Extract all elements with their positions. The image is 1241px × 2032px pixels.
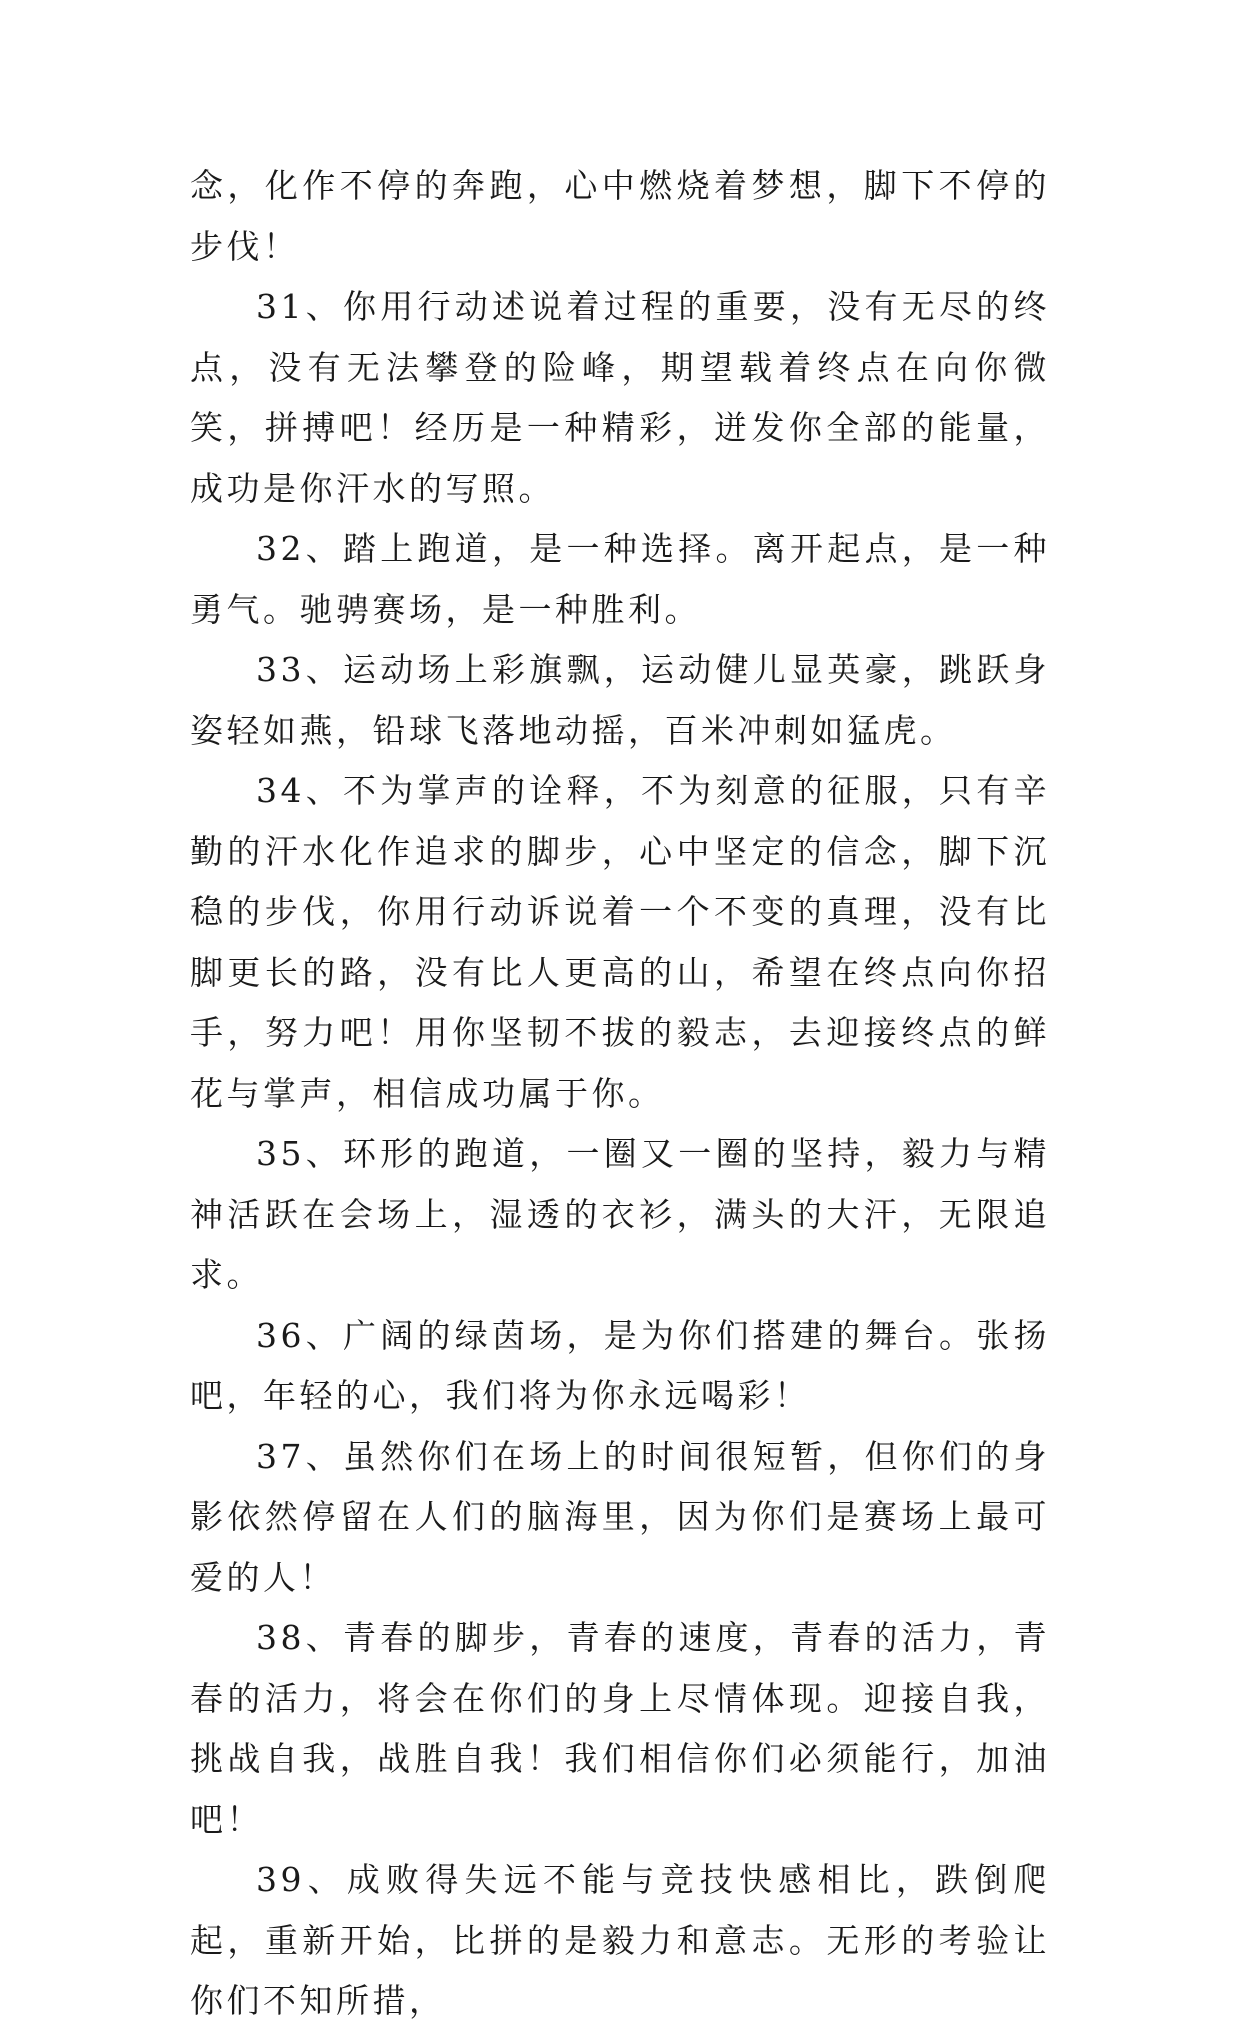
paragraph-39: 39、成败得失远不能与竞技快感相比，跌倒爬起，重新开始，比拼的是毅力和意志。无形的考验让你们不知所措，	[190, 1860, 1050, 2020]
paragraph-34: 34、不为掌声的诠释，不为刻意的征服，只有辛勤的汗水化作追求的脚步，心中坚定的信念，脚下沉稳的步伐，你用行动诉说着一个不变的真理，没有比脚更长的路，没有比人更高的山，希望在终点向你招手，努力吧！用你坚韧不拔的毅志，去迎接终点的鲜花与掌声，相信成功属于你。	[190, 771, 1050, 1113]
paragraph-32: 32、踏上跑道，是一种选择。离开起点，是一种勇气。驰骋赛场，是一种胜利。	[190, 529, 1050, 629]
paragraph-38: 38、青春的脚步，青春的速度，青春的活力，青春的活力，将会在你们的身上尽情体现。迎接自我，挑战自我，战胜自我！我们相信你们必须能行，加油吧！	[190, 1618, 1050, 1839]
paragraph-37: 37、虽然你们在场上的时间很短暂，但你们的身影依然停留在人们的脑海里，因为你们是赛场上最可爱的人！	[190, 1436, 1050, 1597]
paragraph-35: 35、环形的跑道，一圈又一圈的坚持，毅力与精神活跃在会场上，湿透的衣衫，满头的大汗，无限追求。	[190, 1134, 1050, 1294]
paragraph-33: 33、运动场上彩旗飘，运动健儿显英豪，跳跃身姿轻如燕，铅球飞落地动摇，百米冲刺如猛虎。	[190, 650, 1050, 750]
paragraph-31: 31、你用行动述说着过程的重要，没有无尽的终点，没有无法攀登的险峰，期望载着终点在向你微笑，拼搏吧！经历是一种精彩，迸发你全部的能量，成功是你汗水的写照。	[190, 287, 1050, 508]
paragraph-continued: 念，化作不停的奔跑，心中燃烧着梦想，脚下不停的步伐！	[190, 166, 1050, 266]
paragraph-36: 36、广阔的绿茵场，是为你们搭建的舞台。张扬吧，年轻的心，我们将为你永远喝彩！	[190, 1315, 1050, 1415]
document-body	[190, 156, 1050, 2032]
